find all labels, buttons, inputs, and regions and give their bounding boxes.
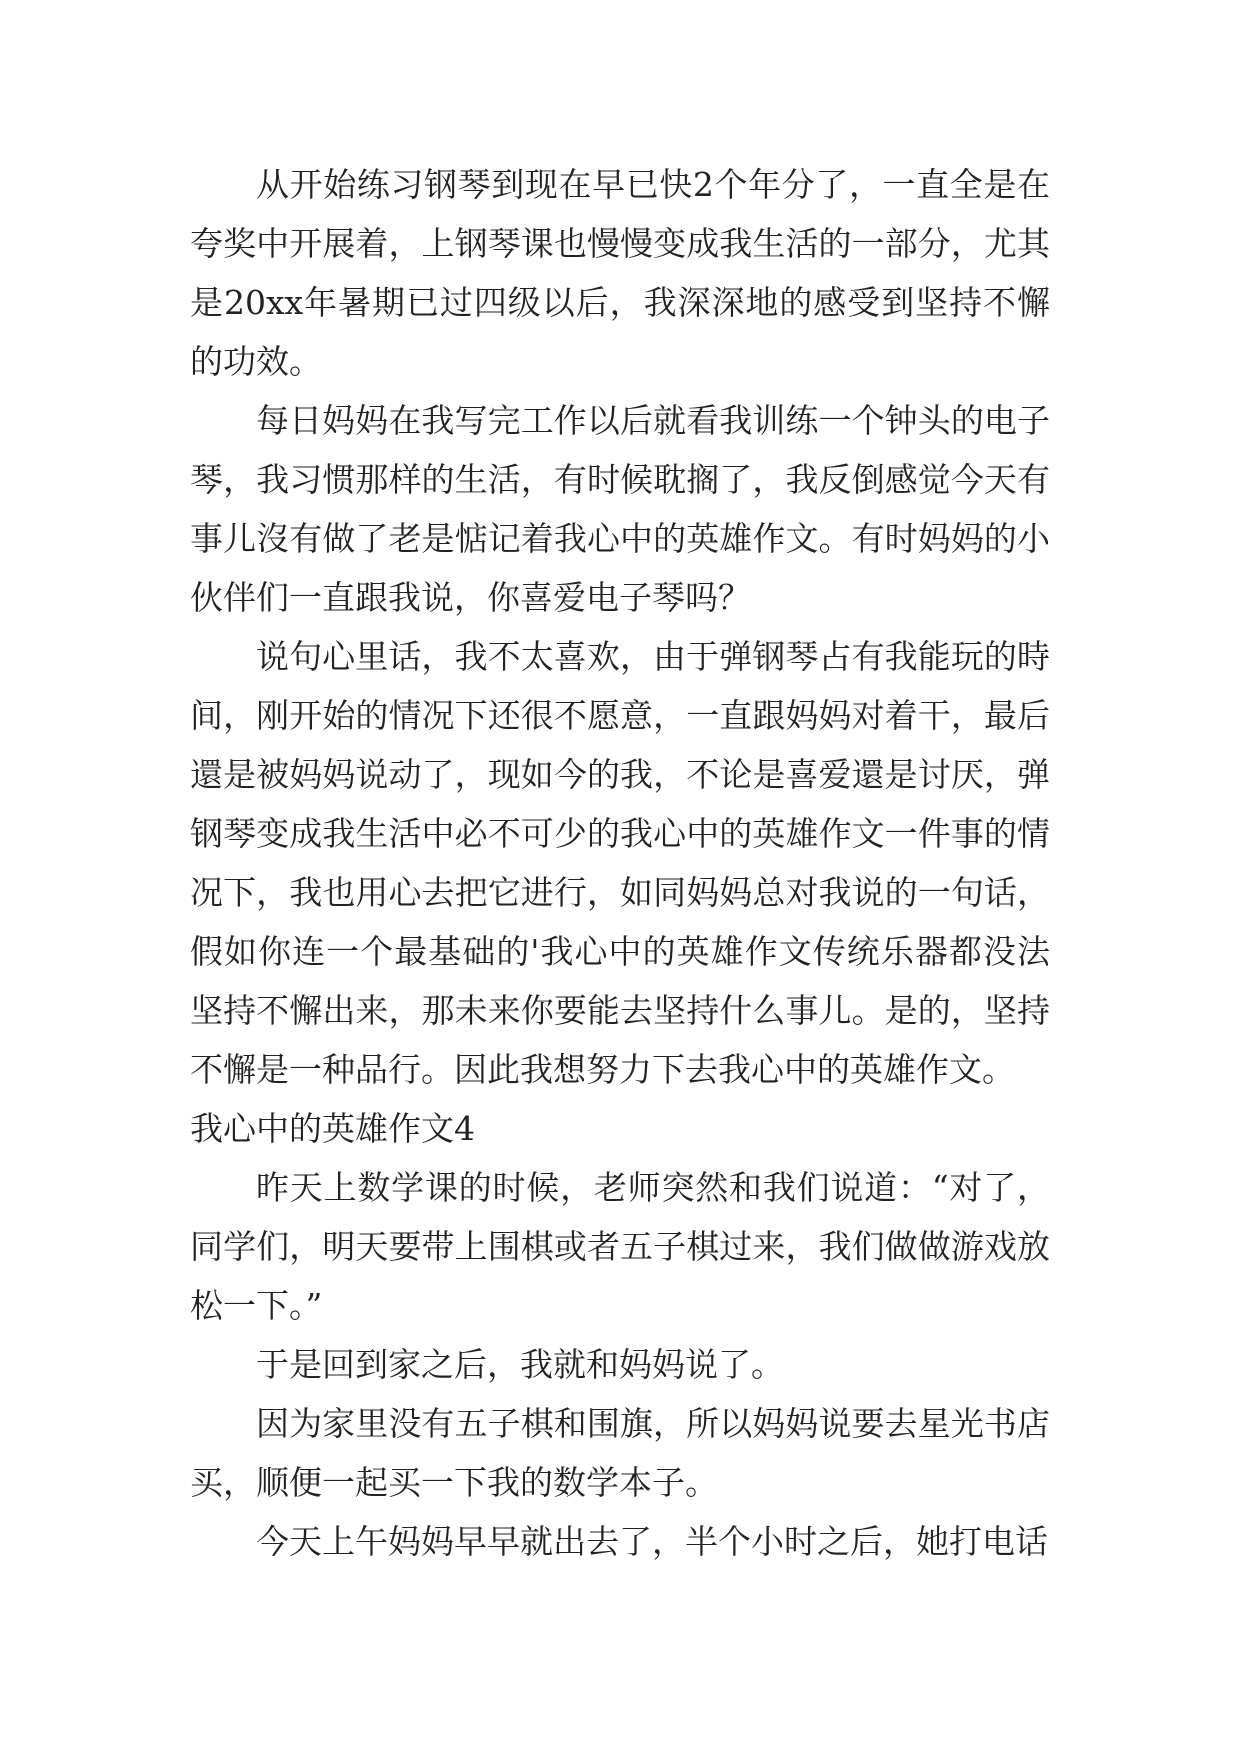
section-heading: 我心中的英雄作文4 [190,1109,475,1148]
paragraph-daily-practice: 每日妈妈在我写完工作以后就看我训练一个钟头的电子琴，我习惯那样的生活，有时候耽搁了，我反倒感觉今天有事儿沒有做了老是惦记着我心中的英雄作文。有时妈妈的小伙伴们一直跟我说，你喜爱电子琴吗？ [190,401,1050,617]
paragraph-piano-practice: 从开始练习钢琴到现在早已快2个年分了，一直全是在夸奖中开展着，上钢琴课也慢慢变成我生活的一部分，尤其是20xx年暑期已过四级以后，我深深地的感受到坚持不懈的功效。 [190,165,1050,381]
paragraph-bookstore: 因为家里没有五子棋和围旗，所以妈妈说要去星光书店买，顺便一起买一下我的数学本子。 [190,1404,1050,1502]
paragraph-math-class: 昨天上数学课的时候，老师突然和我们说道：“对了，同学们，明天要带上围棋或者五子棋过来，我们做做游戏放松一下。” [190,1168,1050,1325]
paragraph-told-mom: 于是回到家之后，我就和妈妈说了。 [256,1345,784,1384]
paragraph-honest-feelings: 说句心里话，我不太喜欢，由于弹钢琴占有我能玩的時间，刚开始的情况下还很不愿意，一直跟妈妈对着干，最后還是被妈妈说动了，现如今的我，不论是喜爱還是讨厌，弹钢琴变成我生活中必不可少的我心中的英雄作文一件事的情况下，我也用心去把它进行，如同妈妈总对我说的一句话，假如你连一个最基础的'我心中的英雄作文传统乐器都没法坚持不懈出来，那未来你要能去坚持什么事儿。是的，坚持不懈是一种品行。因此我想努力下去我心中的英雄作文。 [190,637,1050,1089]
document-body [190,155,1050,1571]
paragraph-morning-call: 今天上午妈妈早早就出去了，半个小时之后，她打电话 [256,1522,1048,1561]
